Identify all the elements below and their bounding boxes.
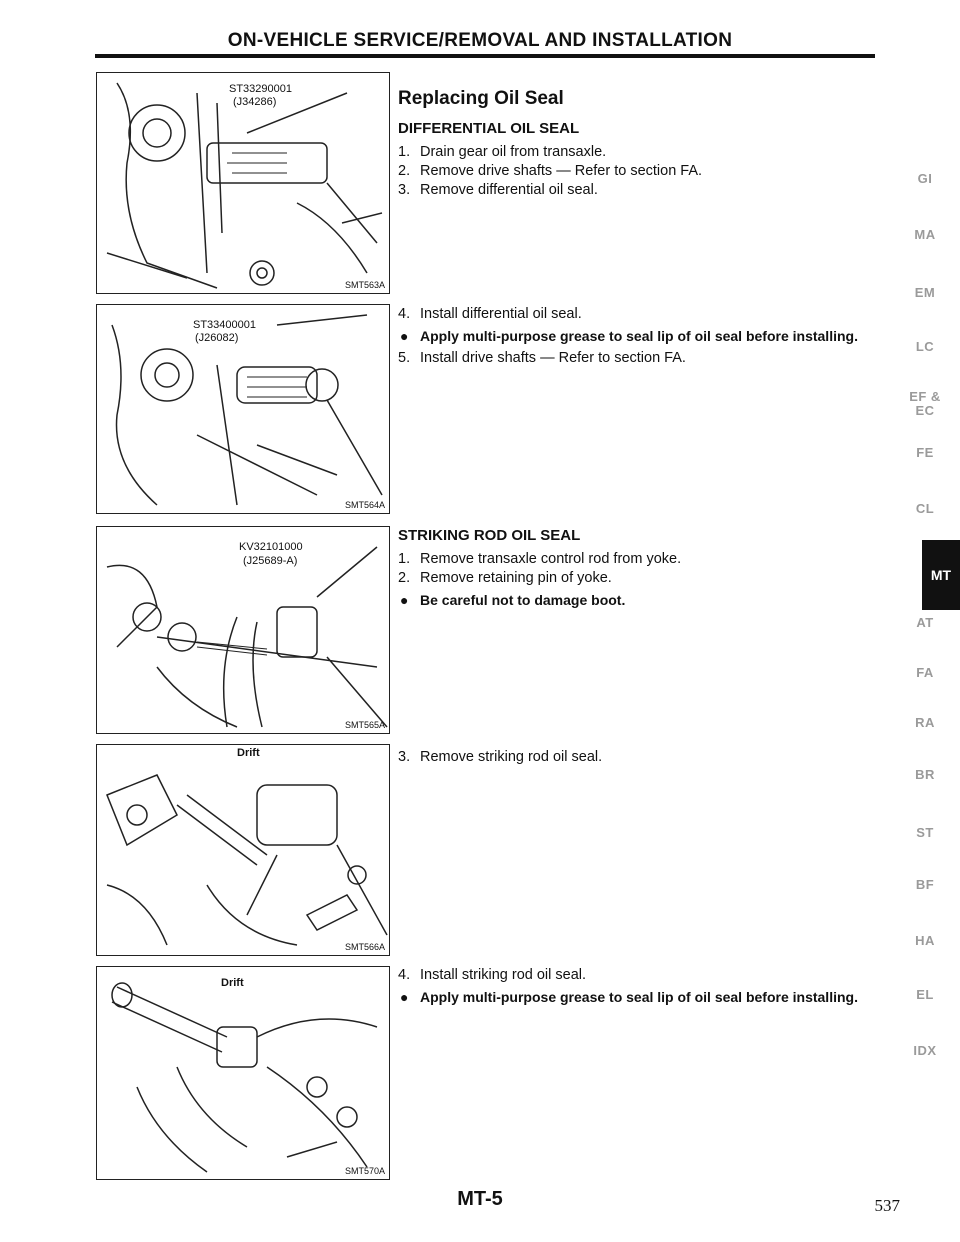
caution-bullet <box>398 328 898 345</box>
bullet-text: Apply multi-purpose grease to seal lip of oil seal before installing. <box>420 989 858 1005</box>
part-label: ST33290001 <box>229 83 292 95</box>
step-item <box>398 181 898 200</box>
bullet-text: Apply multi-purpose grease to seal lip of oil seal before installing. <box>420 328 858 344</box>
replacing-oil-seal-section <box>398 88 898 200</box>
tab-br[interactable]: BR <box>915 767 935 782</box>
step-item <box>398 550 898 569</box>
step-text: Remove drive shafts — Refer to section FA. <box>420 163 703 179</box>
caution-bullet <box>398 989 898 1006</box>
step-item <box>398 569 898 588</box>
tab-st[interactable]: ST <box>916 825 934 840</box>
bullet-icon: ● <box>400 989 409 1005</box>
step-item <box>398 162 898 181</box>
tab-bf[interactable]: BF <box>915 877 935 892</box>
figure-smt565a <box>96 526 390 734</box>
step-item <box>398 748 898 767</box>
tab-fe[interactable]: FE <box>916 445 934 460</box>
figure-smt566a <box>96 744 390 956</box>
diff-install-section <box>398 305 898 368</box>
striking-install-section <box>398 966 898 1006</box>
striking-remove-section <box>398 748 898 767</box>
figure-smt564a <box>96 304 390 514</box>
tab-idx[interactable]: IDX <box>913 1043 937 1058</box>
bullet-icon: ● <box>400 592 409 608</box>
step-text: Remove differential oil seal. <box>420 182 598 198</box>
page-number: 537 <box>874 1196 900 1215</box>
step-text: Install striking rod oil seal. <box>420 967 587 983</box>
step-text: Drain gear oil from transaxle. <box>420 144 607 160</box>
part-label: (J25689-A) <box>243 555 298 567</box>
step-number: 4. <box>398 306 411 322</box>
tab-lc[interactable]: LC <box>915 339 935 354</box>
figure-illustration <box>97 967 390 1180</box>
part-label: KV32101000 <box>239 541 303 553</box>
bullet-text: Be careful not to damage boot. <box>420 592 626 608</box>
step-text: Remove retaining pin of yoke. <box>420 570 612 586</box>
tab-ra[interactable]: RA <box>915 715 935 730</box>
step-item <box>398 349 898 368</box>
step-number: 2. <box>398 570 411 586</box>
figure-code: SMT563A <box>344 280 385 290</box>
part-label: ST33400001 <box>193 319 256 331</box>
page-code: MT-5 <box>457 1188 503 1210</box>
figure-illustration <box>97 305 390 514</box>
tab-ef-ec[interactable]: EF & EC <box>909 389 941 418</box>
tab-gi[interactable]: GI <box>917 171 933 186</box>
tab-cl[interactable]: CL <box>915 501 935 516</box>
figure-smt570a <box>96 966 390 1180</box>
step-number: 3. <box>398 749 411 765</box>
figure-code: SMT566A <box>344 942 385 952</box>
tab-ma[interactable]: MA <box>914 227 936 242</box>
step-text: Remove transaxle control rod from yoke. <box>420 551 682 567</box>
part-label: (J34286) <box>233 96 277 108</box>
striking-rod-section <box>398 527 898 609</box>
part-label: Drift <box>221 977 244 989</box>
tab-mt-active[interactable]: MT <box>922 540 960 610</box>
tab-ha[interactable]: HA <box>915 933 935 948</box>
step-number: 1. <box>398 551 411 567</box>
tab-at[interactable]: AT <box>916 615 934 630</box>
striking-rod-heading: STRIKING ROD OIL SEAL <box>398 527 581 544</box>
step-item <box>398 966 898 985</box>
part-label: Drift <box>237 747 260 759</box>
bullet-icon: ● <box>400 328 409 344</box>
step-item <box>398 143 898 162</box>
step-number: 5. <box>398 350 411 366</box>
tab-em[interactable]: EM <box>914 285 936 300</box>
header-rule <box>95 54 875 58</box>
step-text: Install drive shafts — Refer to section FA. <box>420 350 686 366</box>
main-heading: Replacing Oil Seal <box>398 88 564 109</box>
step-number: 3. <box>398 182 411 198</box>
diff-oil-seal-heading: DIFFERENTIAL OIL SEAL <box>398 120 580 137</box>
figure-code: SMT565A <box>344 720 385 730</box>
figure-illustration <box>97 745 390 956</box>
step-text: Remove striking rod oil seal. <box>420 749 603 765</box>
figure-code: SMT570A <box>344 1166 385 1176</box>
caution-bullet <box>398 592 898 609</box>
tab-el[interactable]: EL <box>916 987 934 1002</box>
step-item <box>398 305 898 324</box>
step-number: 1. <box>398 144 411 160</box>
page-title: ON-VEHICLE SERVICE/REMOVAL AND INSTALLATION <box>227 30 733 51</box>
step-text: Install differential oil seal. <box>420 306 582 322</box>
figure-code: SMT564A <box>344 500 385 510</box>
step-number: 4. <box>398 967 411 983</box>
tab-fa[interactable]: FA <box>916 665 934 680</box>
step-number: 2. <box>398 163 411 179</box>
figure-smt563a <box>96 72 390 294</box>
part-label: (J26082) <box>195 332 239 344</box>
